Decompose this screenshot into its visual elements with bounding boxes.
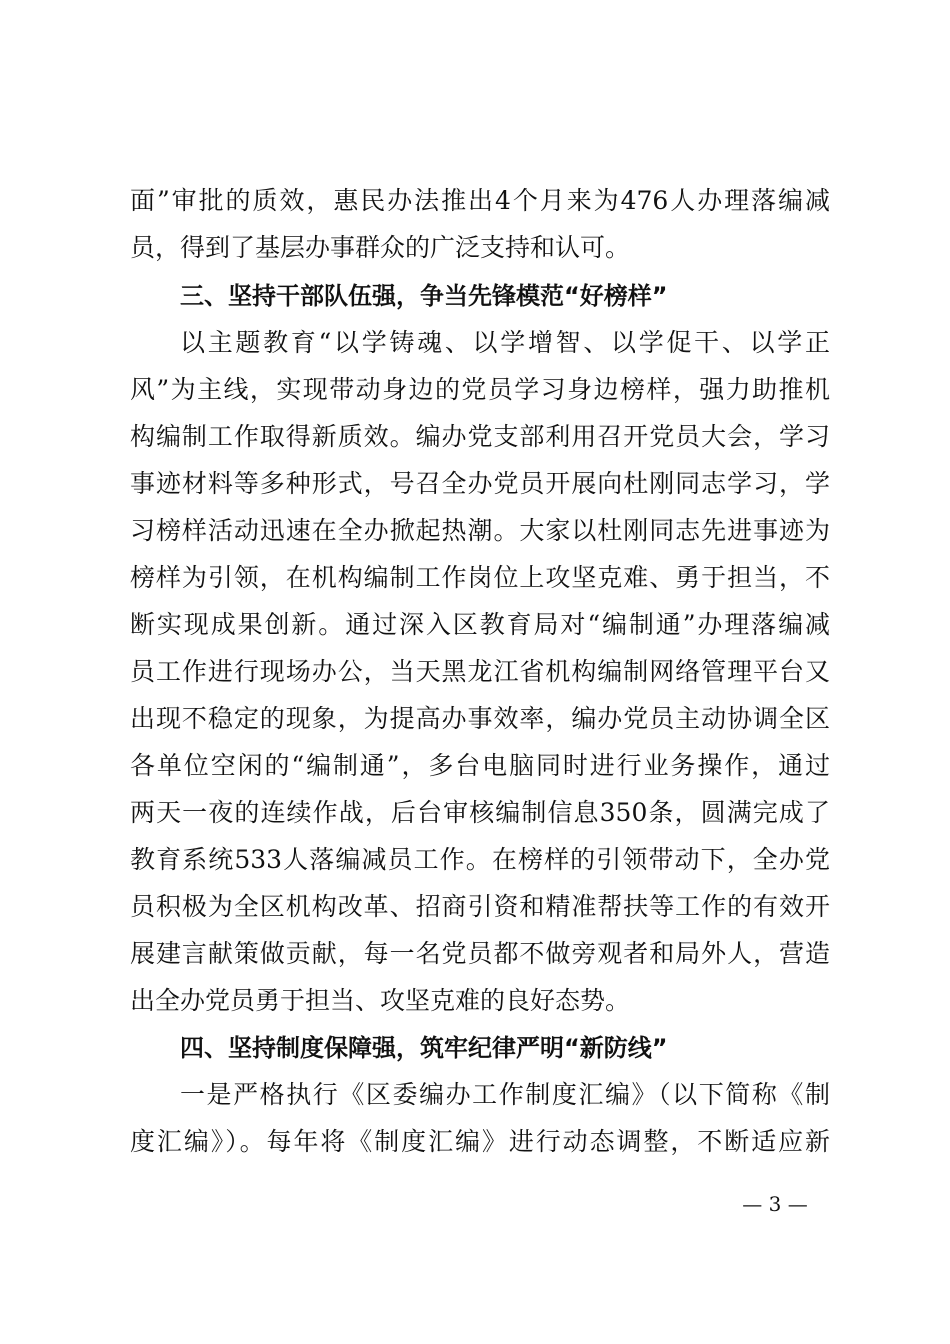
body-text-line: 员工作进行现场办公，当天黑龙江省机构编制网络管理平台又 xyxy=(130,657,830,686)
body-text-line: 面”审批的质效，惠民办法推出4个月来为476人办理落编减 xyxy=(130,186,830,215)
page-number: — 3 — xyxy=(742,1192,808,1216)
body-text-line: 断实现成果创新。通过深入区教育局对“编制通”办理落编减 xyxy=(130,610,830,639)
body-text-line: 出现不稳定的现象，为提高办事效率，编办党员主动协调全区 xyxy=(130,704,830,733)
body-text-line: 榜样为引领，在机构编制工作岗位上攻坚克难、勇于担当，不 xyxy=(130,563,830,592)
section-heading-4: 四、坚持制度保障强，筑牢纪律严明“新防线” xyxy=(180,1034,668,1062)
body-text-line: 展建言献策做贡献，每一名党员都不做旁观者和局外人，营造 xyxy=(130,939,830,968)
body-text-line: 一是严格执行《区委编办工作制度汇编》（以下简称《制 xyxy=(180,1080,830,1109)
body-text-line: 度汇编》）。每年将《制度汇编》进行动态调整，不断适应新 xyxy=(130,1127,830,1156)
body-text-line: 构编制工作取得新质效。编办党支部利用召开党员大会，学习 xyxy=(130,422,830,451)
body-text-line: 事迹材料等多种形式，号召全办党员开展向杜刚同志学习，学 xyxy=(130,469,830,498)
body-text-line: 两天一夜的连续作战，后台审核编制信息350条，圆满完成了 xyxy=(130,798,830,827)
body-text-line: 教育系统533人落编减员工作。在榜样的引领带动下，全办党 xyxy=(130,845,830,874)
body-text-line: 出全办党员勇于担当、攻坚克难的良好态势。 xyxy=(130,986,631,1015)
body-text-line: 风”为主线，实现带动身边的党员学习身边榜样，强力助推机 xyxy=(130,375,830,404)
body-text-line: 以主题教育“以学铸魂、以学增智、以学促干、以学正 xyxy=(180,328,830,357)
body-text-line: 员，得到了基层办事群众的广泛支持和认可。 xyxy=(130,233,631,262)
body-text-line: 各单位空闲的“编制通”，多台电脑同时进行业务操作，通过 xyxy=(130,751,830,780)
body-text-line: 习榜样活动迅速在全办掀起热潮。大家以杜刚同志先进事迹为 xyxy=(130,516,830,545)
section-heading-3: 三、坚持干部队伍强，争当先锋模范“好榜样” xyxy=(180,282,668,310)
body-text-line: 员积极为全区机构改革、招商引资和精准帮扶等工作的有效开 xyxy=(130,892,830,921)
